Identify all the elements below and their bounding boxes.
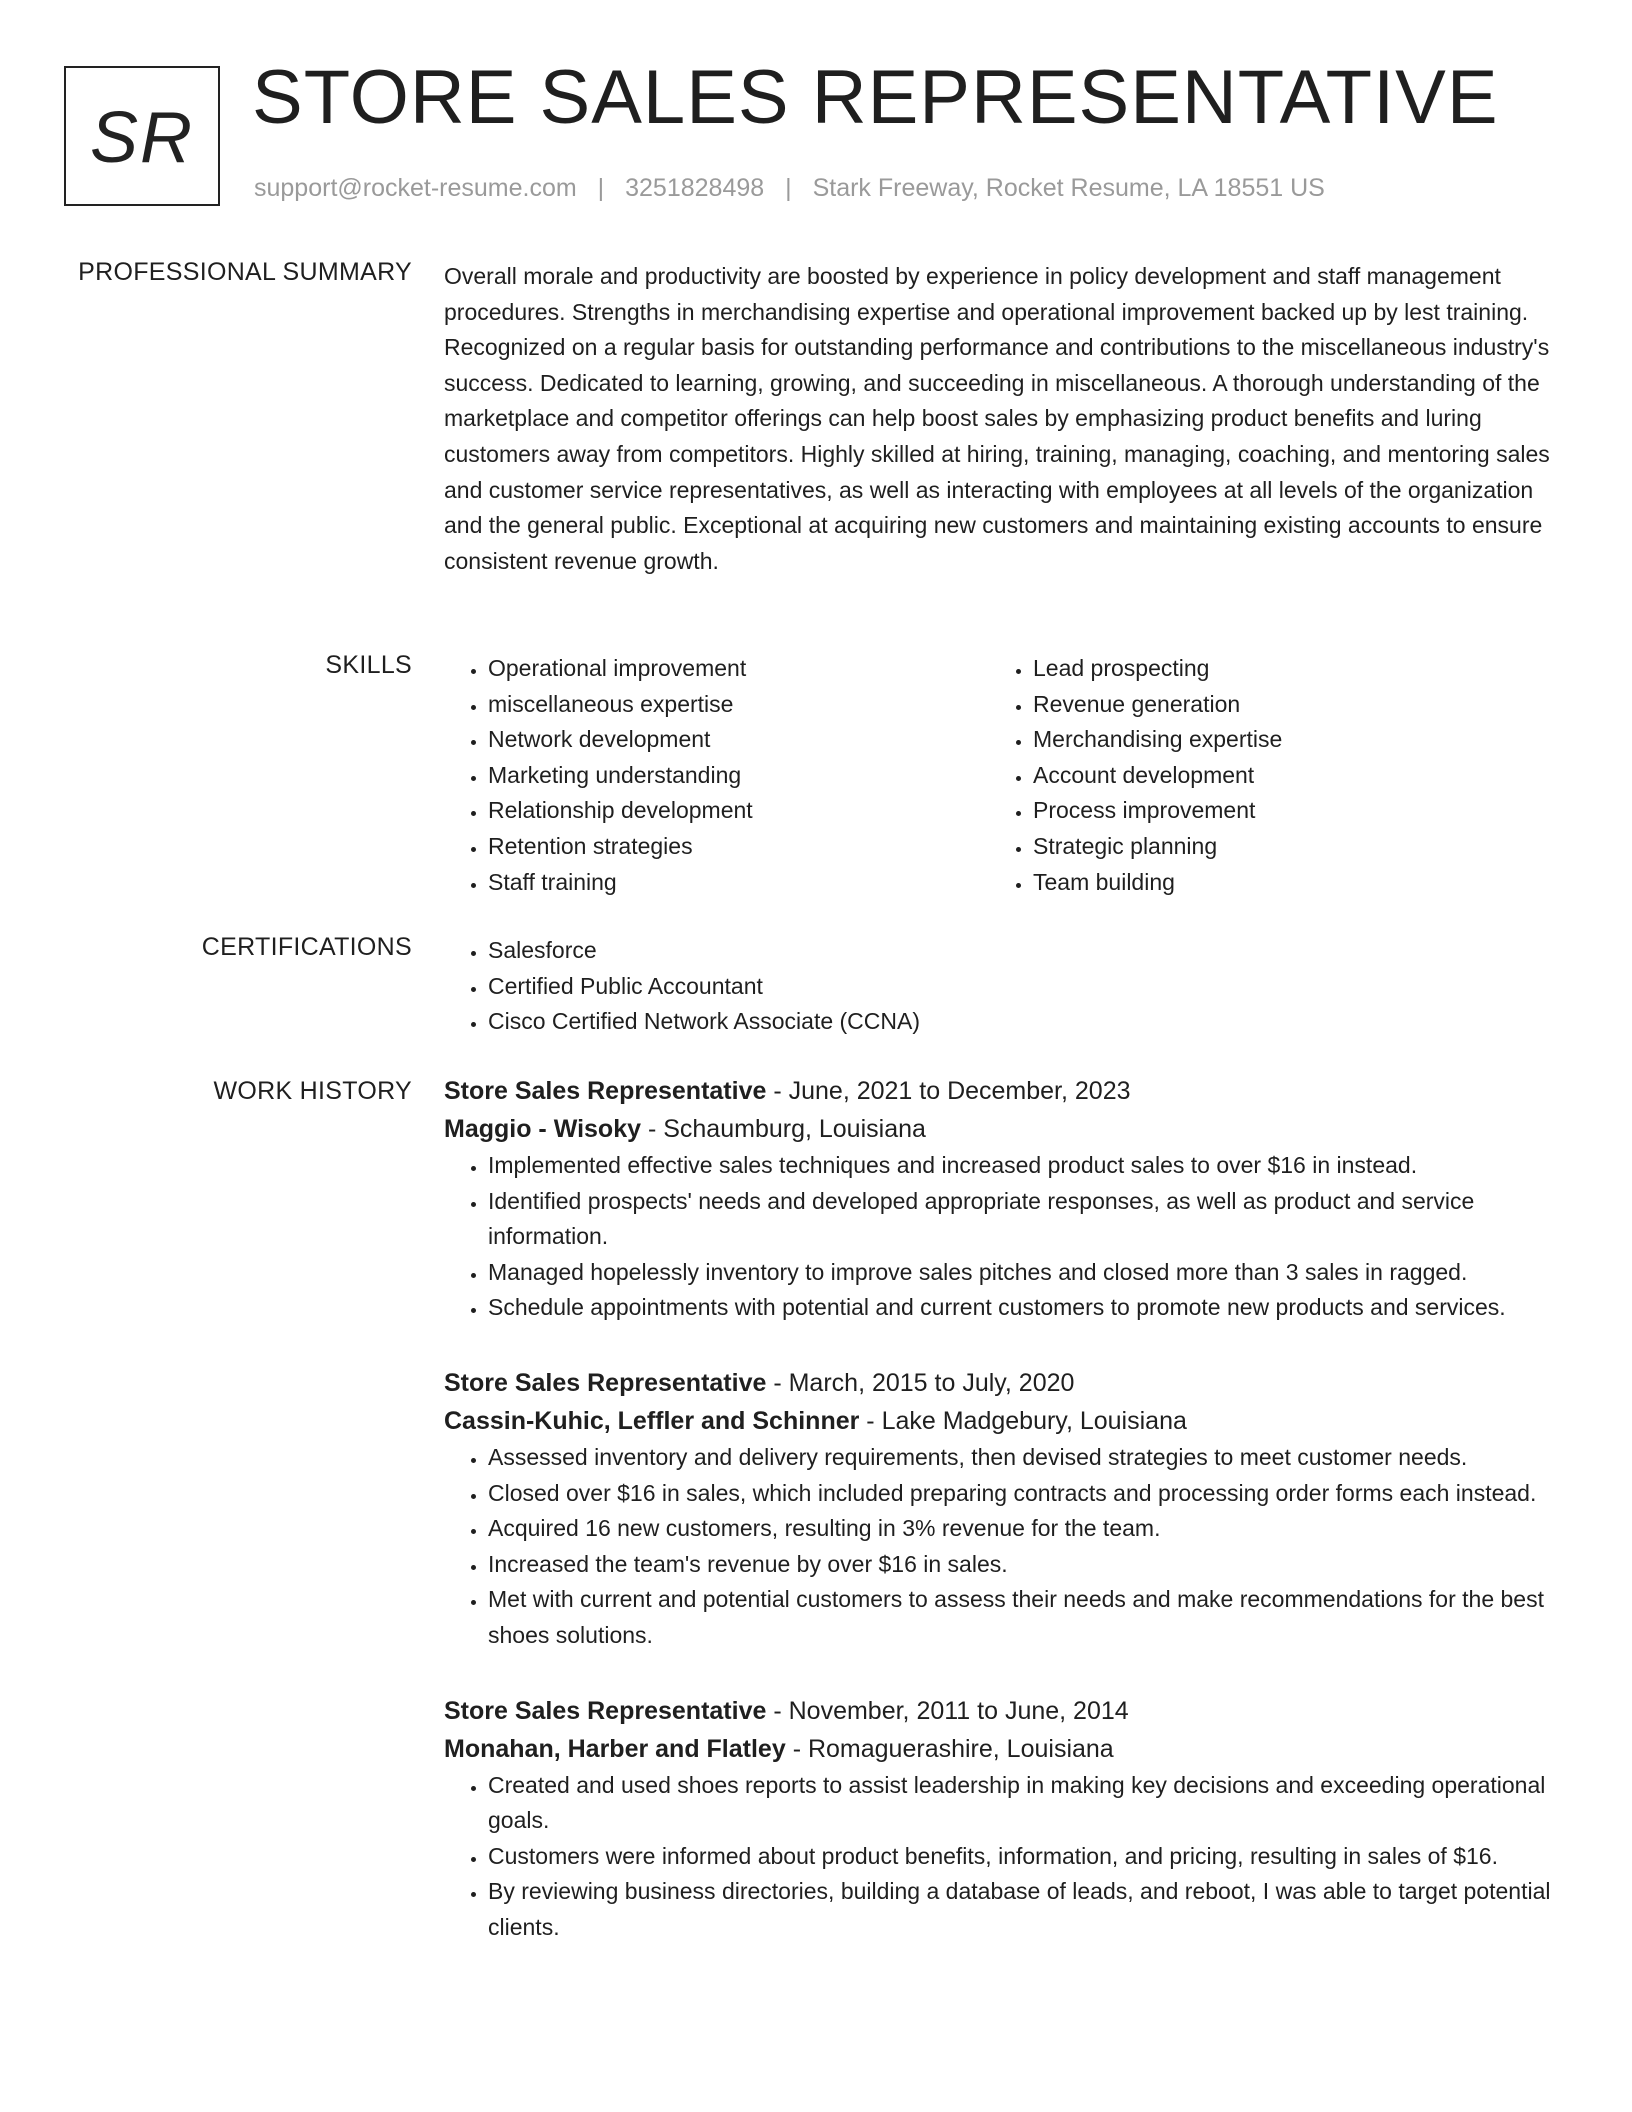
- job-company-line: [444, 1110, 1554, 1148]
- job-bullet: • Schedule appointments with potential and current customers to promote new products and services.: [488, 1290, 1554, 1326]
- job-bullet: • Created and used shoes reports to assist leadership in making key decisions and exceeding operational goals.: [488, 1768, 1554, 1839]
- job-dates: - June, 2021 to December, 2023: [766, 1077, 1131, 1105]
- skill-item: • Staff training: [488, 865, 989, 901]
- job-title-line: [444, 1072, 1554, 1110]
- job-bullet: • By reviewing business directories, building a database of leads, and reboot, I was able to target potential clients.: [488, 1874, 1554, 1945]
- job-bullet: • Identified prospects' needs and developed appropriate responses, as well as product and service information.: [488, 1184, 1554, 1255]
- skills-column-left: [444, 651, 989, 900]
- contact-separator: |: [597, 174, 605, 202]
- job-bullet: • Acquired 16 new customers, resulting in 3% revenue for the team.: [488, 1511, 1554, 1547]
- certification-item: • Cisco Certified Network Associate (CCNA): [488, 1004, 1554, 1040]
- contact-address: Stark Freeway, Rocket Resume, LA 18551 US: [812, 174, 1325, 202]
- skill-item: • Relationship development: [488, 793, 989, 829]
- contact-email[interactable]: support@rocket-resume.com: [254, 174, 577, 202]
- monogram-initials: SR: [89, 98, 195, 178]
- job-title: Store Sales Representative: [444, 1077, 767, 1105]
- certification-item: • Salesforce: [488, 933, 1554, 969]
- certification-item: • Certified Public Accountant: [488, 969, 1554, 1005]
- skill-item: • Process improvement: [1033, 793, 1534, 829]
- job-bullet-list: [444, 1440, 1554, 1654]
- job-entry: [444, 1072, 1554, 1326]
- skill-item: • Operational improvement: [488, 651, 989, 687]
- job-company: Maggio - Wisoky: [444, 1115, 642, 1143]
- job-entry: [444, 1364, 1554, 1654]
- job-bullet: • Met with current and potential customers to assess their needs and make recommendations for the best shoes solutions.: [488, 1582, 1554, 1653]
- skill-item: • Merchandising expertise: [1033, 722, 1534, 758]
- summary-heading: PROFESSIONAL SUMMARY: [78, 258, 412, 286]
- job-bullet-list: [444, 1148, 1554, 1326]
- job-location: - Romaguerashire, Louisiana: [785, 1734, 1114, 1763]
- job-entry: [444, 1692, 1554, 1946]
- job-company-line: [444, 1730, 1554, 1768]
- job-dates: - November, 2011 to June, 2014: [766, 1696, 1129, 1725]
- job-company: Cassin-Kuhic, Leffler and Schinner: [444, 1406, 860, 1435]
- work-history-heading: WORK HISTORY: [213, 1077, 412, 1105]
- certifications-heading: CERTIFICATIONS: [201, 933, 412, 961]
- contact-line: [254, 174, 1325, 203]
- skill-item: • Strategic planning: [1033, 829, 1534, 865]
- job-bullet-list: [444, 1768, 1554, 1946]
- job-bullet: • Increased the team's revenue by over $16 in sales.: [488, 1547, 1554, 1583]
- job-bullet: • Implemented effective sales techniques and increased product sales to over $16 in instead.: [488, 1148, 1554, 1184]
- job-title: Store Sales Representative: [444, 1696, 767, 1725]
- skills-column-right: [989, 651, 1534, 900]
- monogram-box: [64, 66, 220, 206]
- job-title-line: [444, 1364, 1554, 1402]
- job-bullet: • Closed over $16 in sales, which included preparing contracts and processing order forms each instead.: [488, 1476, 1554, 1512]
- resume-title: STORE SALES REPRESENTATIVE: [252, 55, 1499, 140]
- skill-item: • miscellaneous expertise: [488, 687, 989, 723]
- job-location: - Lake Madgebury, Louisiana: [859, 1406, 1187, 1435]
- skill-item: • Account development: [1033, 758, 1534, 794]
- job-bullet: • Managed hopelessly inventory to improve sales pitches and closed more than 3 sales in ragged.: [488, 1255, 1554, 1291]
- job-company-line: [444, 1402, 1554, 1440]
- contact-separator: |: [785, 174, 792, 202]
- skill-item: • Marketing understanding: [488, 758, 989, 794]
- jobs-list: [444, 1072, 1554, 1984]
- skills-heading: SKILLS: [325, 651, 412, 679]
- summary-text: Overall morale and productivity are boosted by experience in policy development and staff management procedures. Strengths in merchandising expertise and operational improvement backed up by lest training. Recognized on a regular basis for outstanding performance and contributions to the miscellaneous industry's success. Dedicated to learning, growing, and succeeding in miscellaneous. A thorough understanding of the marketplace and competitor offerings can help boost sales by emphasizing product benefits and luring customers away from competitors. Highly skilled at hiring, training, managing, coaching, and mentoring sales and customer service representatives, as well as interacting with employees at all levels of the organization and the general public. Exceptional at acquiring new customers and maintaining existing accounts to ensure consistent revenue growth.: [444, 263, 1550, 574]
- job-company: Monahan, Harber and Flatley: [444, 1734, 786, 1763]
- contact-phone[interactable]: 3251828498: [625, 174, 765, 202]
- skill-item: • Retention strategies: [488, 829, 989, 865]
- job-location: - Schaumburg, Louisiana: [641, 1115, 926, 1143]
- job-bullet: • Customers were informed about product benefits, information, and pricing, resulting in sales of $16.: [488, 1839, 1554, 1875]
- job-title: Store Sales Representative: [444, 1368, 767, 1397]
- job-title-line: [444, 1692, 1554, 1730]
- job-bullet: • Assessed inventory and delivery requirements, then devised strategies to meet customer needs.: [488, 1440, 1554, 1476]
- skill-item: • Team building: [1033, 865, 1534, 901]
- skill-item: • Revenue generation: [1033, 687, 1534, 723]
- skill-item: • Network development: [488, 722, 989, 758]
- job-dates: - March, 2015 to July, 2020: [766, 1368, 1075, 1397]
- skill-item: • Lead prospecting: [1033, 651, 1534, 687]
